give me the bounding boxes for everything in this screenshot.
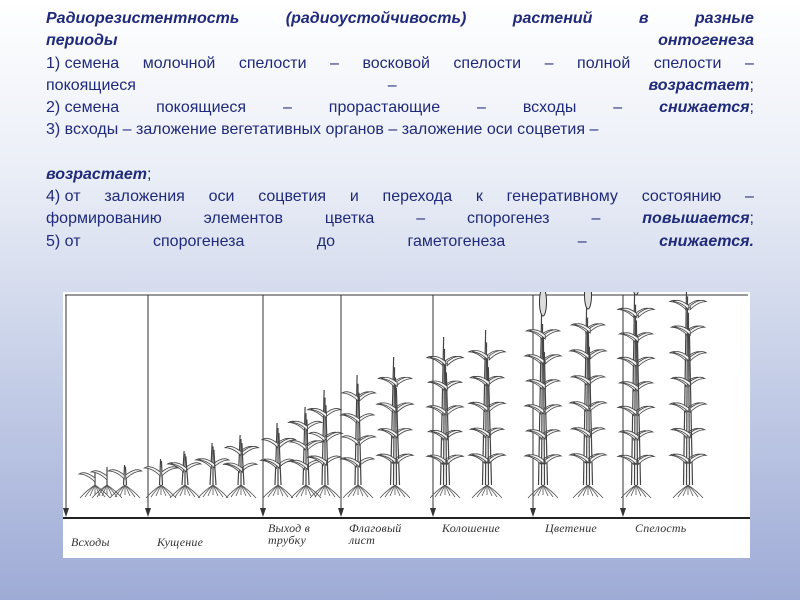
leaf-icon <box>306 421 322 430</box>
point-3-text: 3) всходы – заложение вегетативных органов – заложение оси соцветия – <box>46 121 599 139</box>
title-line-1 <box>46 8 754 30</box>
leaf-icon <box>108 470 124 479</box>
leaf-icon <box>358 414 374 423</box>
emphasis-rises: повышается <box>642 210 750 228</box>
word: к <box>475 188 483 206</box>
stem-icon <box>275 423 277 485</box>
leaf-icon <box>126 470 142 479</box>
stem-icon <box>687 296 688 485</box>
word: генеративному <box>506 188 618 206</box>
root-icon <box>213 485 228 498</box>
stage-label-flowering: Цветение <box>545 521 597 535</box>
arrow-head-icon <box>530 508 536 517</box>
word: 2) семена <box>46 99 120 117</box>
root-icon <box>543 485 558 498</box>
word: оси <box>208 188 235 206</box>
stage-label-seedlings: Всходы <box>71 535 110 549</box>
leaf-icon <box>262 438 278 447</box>
word: перехода <box>382 188 453 206</box>
word: – <box>745 188 754 206</box>
ear-icon <box>585 292 592 309</box>
root-icon <box>241 485 256 498</box>
word: цветка <box>324 210 375 228</box>
leaf-icon <box>144 467 160 476</box>
word: – <box>282 99 292 117</box>
title-word: разные <box>694 10 754 27</box>
stem-icon <box>635 305 636 485</box>
root-icon <box>107 485 122 498</box>
point-3-result-line: возрастает; <box>46 165 152 183</box>
root-icon <box>325 485 340 498</box>
word: молочной <box>142 54 216 72</box>
root-icon <box>358 485 373 498</box>
word: – <box>577 232 587 250</box>
root-icon <box>688 485 703 498</box>
root-icon <box>185 485 200 498</box>
word: заложения <box>104 188 185 206</box>
title-word: растений <box>512 10 593 27</box>
word: – <box>744 54 754 72</box>
point-5-line <box>46 231 754 253</box>
word: до <box>316 232 336 250</box>
text-block <box>46 8 754 253</box>
title-word: в <box>638 10 649 27</box>
leaf-icon <box>225 446 241 455</box>
arrow-head-icon <box>63 508 69 517</box>
root-icon <box>161 485 176 498</box>
stage-label-heading: Колошение <box>442 521 501 535</box>
leaf-icon <box>162 467 178 476</box>
emphasis-decreases-2: снижается. <box>659 232 754 250</box>
word: 5) от <box>46 232 81 250</box>
leaf-icon <box>342 392 358 401</box>
root-icon <box>636 485 651 498</box>
title-word: Радиорезистентность <box>46 10 240 27</box>
word: – <box>330 54 339 72</box>
arrow-head-icon <box>260 508 266 517</box>
point-4-line-1 <box>46 186 754 208</box>
word: спорогенез <box>467 210 550 228</box>
root-icon <box>278 485 293 498</box>
stem-icon <box>355 375 357 485</box>
root-icon <box>445 485 460 498</box>
root-icon <box>125 485 140 498</box>
word: соцветия <box>258 188 327 206</box>
point-3-line <box>46 119 754 141</box>
root-icon <box>395 485 410 498</box>
plant-development-figure <box>63 292 750 558</box>
point-1-line-2: покоящиеся – возрастает; <box>46 75 754 97</box>
word: – <box>591 210 601 228</box>
word: спелости <box>238 54 307 72</box>
word: – <box>613 99 623 117</box>
emphasis-increases: возрастает <box>648 76 750 94</box>
leaf-icon <box>79 473 95 482</box>
stage-label-flag-leaf: Флаговый лист <box>349 521 402 547</box>
word: – <box>477 99 486 117</box>
title-word: периоды <box>46 32 118 50</box>
leaf-icon <box>325 408 341 417</box>
arrow-head-icon <box>145 508 151 517</box>
word: 1) семена <box>46 54 120 72</box>
word: спелости <box>453 54 522 72</box>
point-1-line-1 <box>46 53 754 75</box>
title-word: онтогенеза <box>658 32 754 50</box>
word: 4) от <box>46 188 81 206</box>
title-word: (радиоустойчивость) <box>285 10 467 27</box>
word: – <box>416 210 426 228</box>
word: восковой <box>362 54 430 72</box>
word: формированию <box>46 210 162 228</box>
word: спорогенеза <box>153 232 245 250</box>
stage-labels <box>63 518 750 558</box>
word: покоящиеся <box>46 76 136 94</box>
point-4-line-2: формированию элементов цветка – спорогенез – повышается; <box>46 208 754 230</box>
root-icon <box>588 485 603 498</box>
word: элементов <box>203 210 283 228</box>
word: – <box>387 76 397 94</box>
word: состоянию <box>641 188 722 206</box>
root-icon <box>487 485 502 498</box>
arrow-head-icon <box>338 508 344 517</box>
word: гаметогенеза <box>407 232 506 250</box>
word: – <box>544 54 554 72</box>
word: прорастающие <box>328 99 441 117</box>
word: всходы <box>522 99 577 117</box>
word: и <box>349 188 359 206</box>
title-line-2 <box>46 30 754 52</box>
emphasis-increases-2: возрастает <box>46 165 148 183</box>
arrow-head-icon <box>430 508 436 517</box>
stem-icon <box>238 435 240 485</box>
arrow-head-icon <box>620 508 626 517</box>
word: покоящиеся <box>156 99 247 117</box>
stage-label-ripeness: Спелость <box>635 521 687 535</box>
stage-label-tillering: Кущение <box>157 535 204 549</box>
word: полной <box>577 54 631 72</box>
word: спелости <box>653 54 722 72</box>
ear-icon <box>540 292 547 316</box>
spacer <box>46 142 754 164</box>
stage-label-stem-extension: Выход в трубку <box>268 521 311 547</box>
point-2-line: 2) семена покоящиеся – прорастающие – всходы – снижается; <box>46 97 754 119</box>
emphasis-decreases: снижается <box>659 99 750 117</box>
